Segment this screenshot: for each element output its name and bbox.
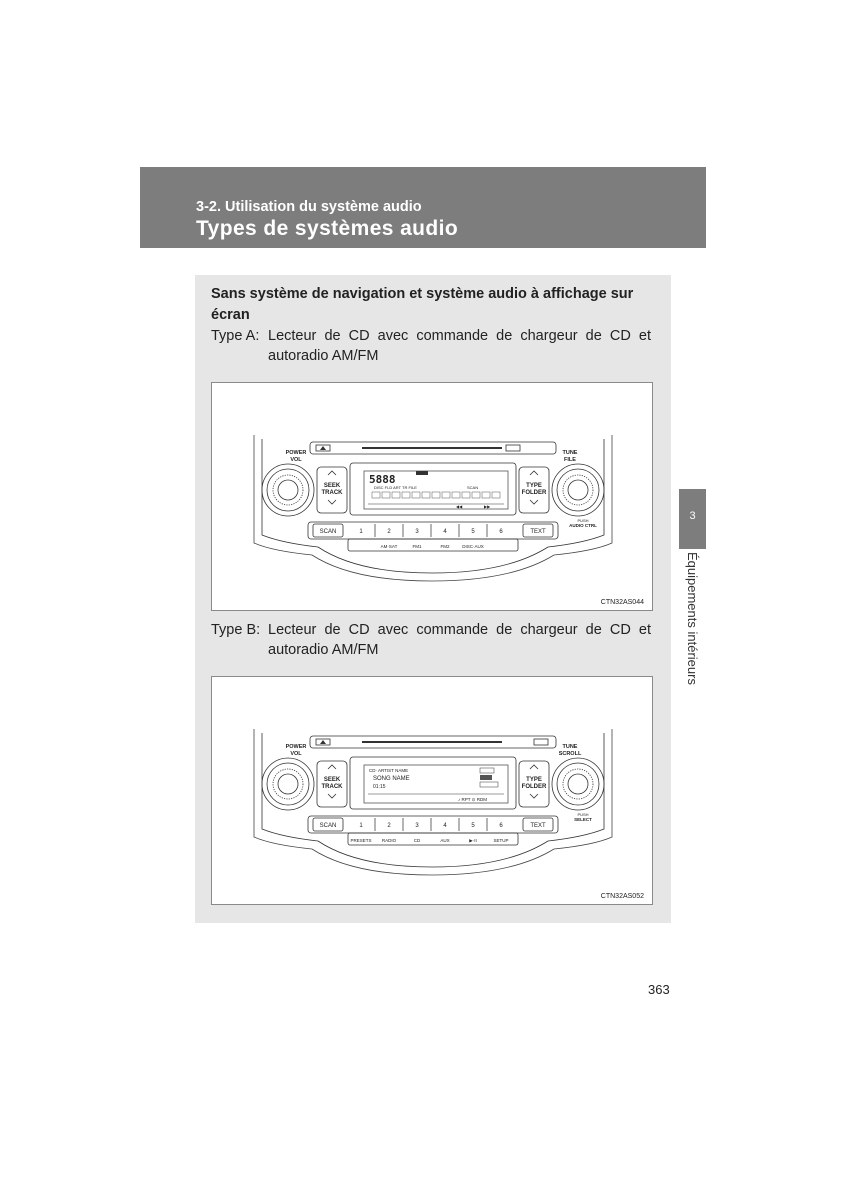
chapter-label: [679, 552, 706, 692]
seek-label: SEEK: [323, 777, 341, 783]
seek-label: SEEK: [323, 483, 341, 489]
type-a-text: Lecteur de CD avec commande de chargeur de CD et autoradio AM/FM: [268, 328, 651, 364]
svg-text:5888: 5888: [369, 473, 396, 486]
preset-2: 2: [387, 823, 391, 829]
type-b-label: Type B:: [211, 622, 261, 638]
sub-label-2: RADIO: [381, 838, 397, 843]
preset-1: 1: [359, 823, 363, 829]
power-label: POWER: [285, 744, 307, 750]
sub-label-3: CD: [413, 838, 421, 843]
sub-label-5: DISC·AUX: [462, 544, 484, 549]
content-panel: [195, 275, 671, 923]
preset-4: 4: [443, 823, 447, 829]
page-number: 363: [648, 982, 670, 997]
chapter-header: [140, 167, 706, 248]
text-button: TEXT: [530, 529, 546, 535]
vol-label: VOL: [290, 457, 302, 463]
scan-button: SCAN: [319, 823, 337, 829]
sub-label-1: PRESETS: [350, 838, 372, 843]
type-label: TYPE: [526, 483, 542, 489]
preset-2: 2: [387, 529, 391, 535]
track-label: TRACK: [321, 490, 343, 496]
chapter-tab: [679, 489, 706, 549]
text-button: TEXT: [530, 823, 546, 829]
folder-label: FOLDER: [521, 490, 547, 496]
sub-label-4: FM2: [440, 544, 450, 549]
power-label: POWER: [285, 450, 307, 456]
chapter-label-text: Équipements intérieurs: [685, 552, 700, 685]
display-tags: DISC FLD ART TR FILE: [374, 485, 417, 490]
push-label: PUSH: [577, 518, 589, 523]
figure-a-code: CTN32AS044: [600, 599, 644, 606]
page-title: Types de systèmes audio: [196, 217, 459, 240]
preset-3: 3: [415, 823, 419, 829]
preset-3: 3: [415, 529, 419, 535]
preset-1: 1: [359, 529, 363, 535]
display-bottom: ♪ RPT ⊙ RDM: [458, 797, 487, 802]
tune-label: TUNE: [562, 744, 578, 750]
sub-label-4: AUX: [440, 838, 450, 843]
type-a-label: Type A:: [211, 328, 260, 344]
scan-button: SCAN: [319, 529, 337, 535]
type-b-text: Lecteur de CD avec commande de chargeur de CD et autoradio AM/FM: [268, 622, 651, 658]
panel-heading: Sans système de navigation et système audio à affichage sur écran: [211, 286, 634, 323]
chapter-number: 3: [689, 510, 696, 522]
tune-label: TUNE: [562, 450, 578, 456]
sub-label-3: FM1: [412, 544, 422, 549]
svg-text:◀◀: ◀◀: [456, 504, 463, 509]
preset-6: 6: [499, 529, 503, 535]
figure-b-code: CTN32AS052: [600, 893, 644, 900]
display-artist: CD· ARTIST NAME: [369, 768, 409, 773]
type-label: TYPE: [526, 777, 542, 783]
scroll-label: SCROLL: [558, 751, 582, 757]
push-label: PUSH: [577, 812, 589, 817]
section-subtitle: 3-2. Utilisation du système audio: [196, 199, 422, 215]
display-time: 01:15: [373, 784, 386, 790]
display-song: SONG NAME: [373, 776, 410, 782]
preset-5: 5: [471, 823, 475, 829]
radio-illustration-b: [212, 677, 654, 906]
track-label: TRACK: [321, 784, 343, 790]
sub-label-5: ▶·II: [469, 838, 477, 843]
select-label: SELECT: [574, 817, 592, 822]
display-scan: SCAN: [467, 485, 479, 490]
preset-5: 5: [471, 529, 475, 535]
figure-type-b: [211, 676, 653, 905]
file-label: FILE: [564, 457, 576, 463]
svg-text:▶▶: ▶▶: [484, 504, 491, 509]
folder-label: FOLDER: [521, 784, 547, 790]
preset-4: 4: [443, 529, 447, 535]
radio-illustration-a: [212, 383, 654, 612]
sub-label-6: SETUP: [493, 838, 509, 843]
sub-label-2: AM·SAT: [380, 544, 398, 549]
figure-type-a: [211, 382, 653, 611]
audio-ctrl-label: AUDIO CTRL: [569, 523, 597, 528]
preset-6: 6: [499, 823, 503, 829]
vol-label: VOL: [290, 751, 302, 757]
